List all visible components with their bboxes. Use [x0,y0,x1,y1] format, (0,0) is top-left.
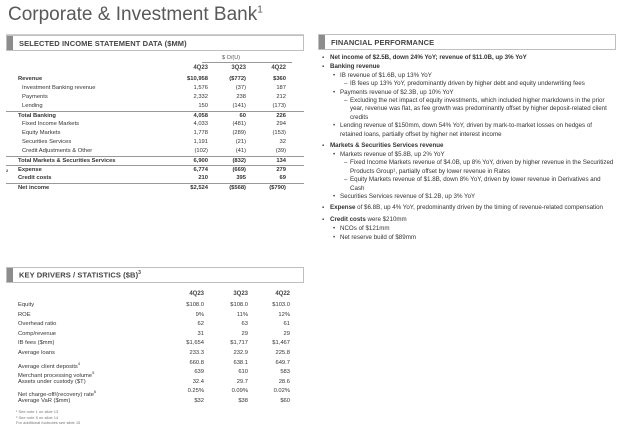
drivers-section-header: KEY DRIVERS / STATISTICS ($B)$^3$ [6,267,304,283]
row-label: Merchant processing volume$^5$ [18,370,95,380]
left-panel [6,34,304,434]
row-value: 238 [236,94,246,100]
expense-bullet: ▪ Expense of $6.8B, up 4% YoY, predominantly driven by the timing of revenue-related compensation [318,204,616,212]
row-value: 225.8 [275,349,290,356]
row-value: 210 [198,175,208,181]
equity-bullet: – Equity Markets revenue of $1.8B, down 8% YoY, driven by lower revenue in Derivatives and Cash [318,176,616,193]
payments-detail-bullet: – Excluding the net impact of equity investments, which included higher markdowns in the prior year, revenue was flat, as fee growth was predominantly offset by higher deposit-related client credits [318,97,616,122]
table-row [6,339,304,349]
row-value: $60 [280,397,290,404]
col-header: 4Q22 [271,65,286,71]
table-row [6,111,304,120]
performance-section-header: FINANCIAL PERFORMANCE [318,34,616,50]
header-rule [202,62,292,63]
row-value: 11% [236,311,248,318]
table-row [6,147,304,156]
row-value: 9% [195,311,204,318]
table-row: Expense $^2$ 6,774 (669) 279 [6,165,304,174]
ib-fees-bullet: – IB fees up 13% YoY, predominantly driven by higher debt and equity underwriting fees [318,80,616,88]
row-value: 233.3 [189,349,204,356]
row-label: Overhead ratio [18,321,57,328]
section-marker [319,35,325,49]
row-value: (39) [275,148,286,154]
table-row [6,156,304,165]
row-value: 6,900 [193,158,208,164]
row-value: $1,717 [230,340,248,347]
row-value: 69 [279,175,286,181]
row-value: $1,467 [272,340,290,347]
ncos-bullet: • NCOs of $121mm [318,225,616,233]
row-value: $1,654 [186,340,204,347]
row-label: Fixed Income Markets [22,121,80,127]
table-row [6,378,304,388]
row-value: (141) [232,103,246,109]
table-row [6,387,304,397]
row-value: (669) [232,167,246,173]
row-value: (173) [272,103,286,109]
row-label: IB fees ($mm) [18,340,55,347]
row-value: 1,191 [193,139,208,145]
driver-rows [6,301,304,407]
row-value: 134 [276,158,286,164]
table-row [6,129,304,138]
row-value: 0.09% [231,388,248,395]
mss-bullet: ▪ Markets & Securities Services revenue [318,142,616,150]
performance-bullets [318,54,616,242]
row-value: $38 [238,397,248,404]
row-value: 0.25% [187,388,204,395]
row-value: 32 [279,139,286,145]
row-value: 660.8 [189,359,204,366]
table-row [6,138,304,147]
summary-bullet: ▪ Net income of $2.5B, down 24% YoY; revenue of $11.0B, up 3% YoY [318,54,616,62]
right-panel [318,34,616,434]
table-row [6,359,304,369]
row-label: Net charge-off/(recovery) rate$^6$ [18,389,97,399]
row-value: 226 [276,113,286,119]
row-value: $103.0 [272,302,290,308]
row-value: 6,774 [193,167,208,173]
income-rows [6,75,304,192]
table-row [6,301,304,311]
table-row [6,75,304,84]
row-label: Securities Services [22,139,72,145]
row-value: 150 [198,103,208,109]
row-label: Expense [18,167,42,173]
row-label: Equity [18,302,35,308]
col-header: 3Q23 [231,65,246,71]
markets-bullet: • Markets revenue of $5.8B, up 2% YoY [318,151,616,159]
row-value: ($790) [269,185,286,191]
row-label: Assets under custody ($T) [18,378,86,385]
dollar-change-label: $ O/(U) [222,55,241,61]
table-row [6,320,304,330]
section-marker [7,268,13,282]
row-value: (481) [232,121,246,127]
table-row [6,311,304,321]
row-value: (37) [235,85,246,91]
row-value: (102) [194,148,208,154]
row-label: Average client deposits$^4$ [18,360,81,370]
row-label: Credit costs [18,175,52,181]
page-title: Corporate & Investment Bank$^1$ [8,4,263,25]
table-row [6,120,304,129]
row-value: 2,332 [193,94,208,100]
table-row [6,368,304,378]
col-header: 3Q23 [233,291,248,297]
row-value: 294 [276,121,286,127]
row-value: $108.0 [186,302,204,308]
drivers-section [6,267,304,283]
income-section-header: SELECTED INCOME STATEMENT DATA ($MM) [6,35,304,51]
table-row [6,397,304,407]
row-value: (832) [232,158,246,164]
section-marker [7,36,13,50]
row-value: (289) [232,130,246,136]
row-label: Investment Banking revenue [22,85,96,91]
row-value: 12% [278,311,290,318]
table-row [6,349,304,359]
row-value: 60 [239,113,246,119]
row-label: Average loans [18,349,55,356]
row-value: 649.7 [275,359,290,366]
row-value: 29.7 [236,378,248,385]
col-header: 4Q23 [189,291,204,297]
row-value: 28.6 [278,378,290,385]
row-value: 1,576 [193,85,208,91]
table-row [6,330,304,340]
securities-bullet: • Securities Services revenue of $1.2B, up 3% YoY [318,193,616,201]
row-value: 395 [236,175,246,181]
row-value: $108.0 [230,302,248,308]
row-value: $32 [194,397,204,404]
row-label: Net income [18,185,50,191]
table-row [6,102,304,111]
banking-bullet: ▪ Banking revenue [318,63,616,71]
lending-bullet: • Lending revenue of $150mm, down 54% YoY, driven by mark-to-market losses on hedges of retained loans, partially offset by higher net interest income [318,122,616,139]
reserve-bullet: • Net reserve build of $89mm [318,234,616,242]
row-value: 4,058 [193,113,208,119]
row-label: Payments [22,94,48,100]
row-value: $10,958 [187,76,208,82]
credit-costs-bullet: ▪ Credit costs were $210mm [318,216,616,224]
row-value: $360 [273,76,286,82]
row-value: 279 [276,167,286,173]
row-value: 232.9 [233,349,248,356]
row-value: 32.4 [192,378,204,385]
row-value: 29 [241,330,248,337]
row-value: 212 [276,94,286,100]
row-label: Credit Adjustments & Other [22,148,93,154]
payments-bullet: • Payments revenue of $2.3B, up 10% YoY [318,89,616,97]
row-label: Lending [22,103,43,109]
col-header: 4Q23 [193,65,208,71]
row-value: 0.02% [273,388,290,395]
row-label: Comp/revenue [18,330,57,337]
table-row [6,183,304,192]
row-value: (21) [235,139,246,145]
table-row [6,93,304,102]
row-value: 31 [197,330,204,337]
row-value: 63 [241,321,248,328]
fixed-income-bullet: – Fixed Income Markets revenue of $4.0B, up 8% YoY, driven by higher revenue in the Securitized Products Group¹, partially offset by lower revenue in Rates [318,159,616,176]
row-value: 62 [197,321,204,328]
row-value: 187 [276,85,286,91]
row-value: (153) [272,130,286,136]
table-row [6,174,304,183]
row-value: 4,033 [193,121,208,127]
row-label: Total Banking [18,113,56,119]
row-value: 29 [283,330,290,337]
row-label: Average VaR ($mm) [18,397,71,404]
row-value: 610 [238,369,248,376]
table-row [6,84,304,93]
row-label: Equity Markets [22,130,61,136]
footnotes: ¹ See note 1 on slide 13 ² See note 5 on slide 14 For additional footnotes see slide 15 [16,409,81,425]
row-value: 639 [194,369,204,376]
row-value: ($568) [229,185,246,191]
row-label: Revenue [18,76,43,82]
row-value: ($772) [229,76,246,82]
row-label: ROE [18,311,31,318]
row-value: 61 [283,321,290,328]
row-label: Total Markets & Securities Services [18,158,116,164]
row-value: 1,778 [193,130,208,136]
col-header: 4Q22 [275,291,290,297]
row-value: $2,524 [190,185,208,191]
row-value: 583 [280,369,290,376]
ib-revenue-bullet: • IB revenue of $1.6B, up 13% YoY [318,72,616,80]
row-value: (41) [235,148,246,154]
row-value: 638.1 [233,359,248,366]
